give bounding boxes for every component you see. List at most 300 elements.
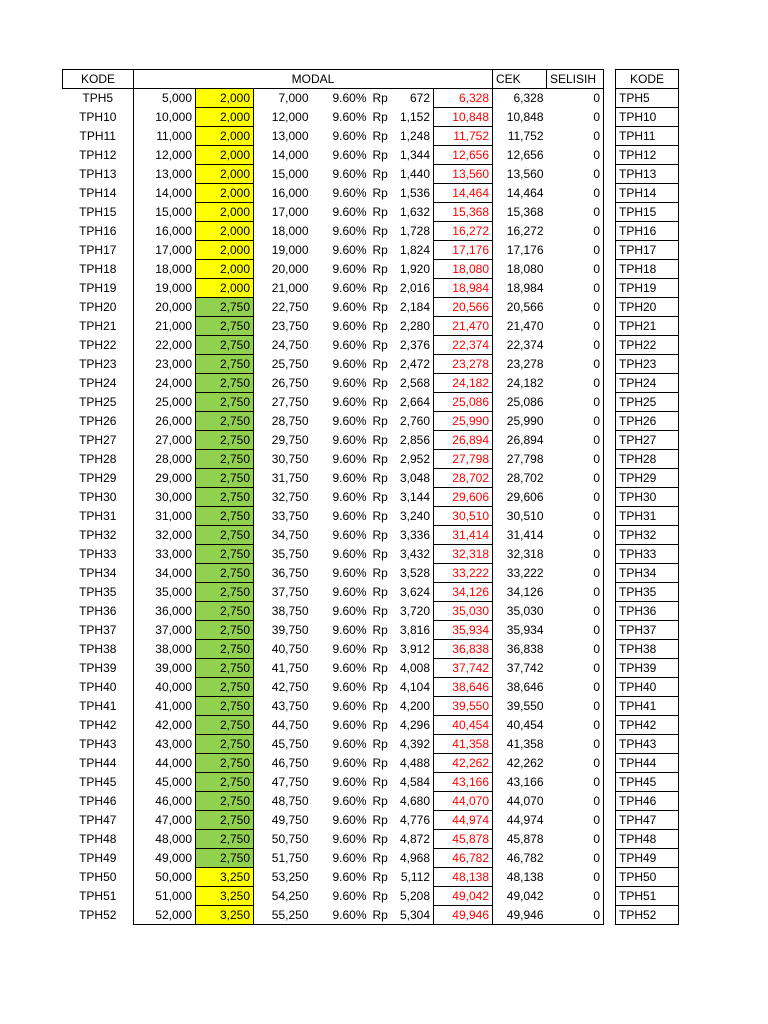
cell-deduction[interactable]: 3,240	[399, 509, 430, 523]
cell-gap[interactable]	[604, 374, 616, 393]
cell-deduction[interactable]: 4,392	[399, 737, 430, 751]
cell-gap[interactable]	[604, 127, 616, 146]
cell-total[interactable]: 40,750	[271, 642, 309, 656]
cell-net[interactable]: 25,990	[434, 412, 493, 431]
cell-kode[interactable]: TPH37	[79, 623, 117, 637]
cell-currency[interactable]: Rp	[372, 813, 388, 827]
cell-kode-right[interactable]: TPH23	[616, 355, 679, 374]
cell-cek[interactable]: 25,990	[493, 412, 547, 431]
cell-selisih[interactable]: 0	[547, 412, 604, 431]
cell-kode[interactable]: TPH11	[79, 129, 116, 143]
cell-fee[interactable]: 2,750	[196, 374, 254, 393]
cell-cek[interactable]: 43,166	[493, 773, 547, 792]
cell-gap[interactable]	[604, 317, 616, 336]
header-selisih[interactable]: SELISIH	[547, 70, 604, 89]
cell-gap[interactable]	[604, 165, 616, 184]
cell-amount[interactable]: 35,000	[134, 583, 196, 602]
cell-fee[interactable]: 3,250	[196, 887, 254, 906]
cell-percent[interactable]: 9.60%	[332, 224, 367, 238]
cell-fee[interactable]: 2,000	[196, 222, 254, 241]
cell-deduction[interactable]: 5,208	[399, 889, 430, 903]
cell-kode-right[interactable]: TPH25	[616, 393, 679, 412]
header-modal[interactable]: MODAL	[134, 70, 493, 89]
cell-amount[interactable]: 16,000	[134, 222, 196, 241]
cell-net[interactable]: 28,702	[434, 469, 493, 488]
cell-gap[interactable]	[604, 621, 616, 640]
cell-total[interactable]: 42,750	[271, 680, 309, 694]
cell-net[interactable]: 36,838	[434, 640, 493, 659]
cell-total[interactable]: 53,250	[271, 870, 309, 884]
cell-cek[interactable]: 29,606	[493, 488, 547, 507]
cell-kode-right[interactable]: TPH18	[616, 260, 679, 279]
cell-deduction[interactable]: 672	[409, 91, 430, 106]
cell-fee[interactable]: 2,000	[196, 260, 254, 279]
cell-amount[interactable]: 31,000	[134, 507, 196, 526]
cell-percent[interactable]: 9.60%	[332, 851, 367, 865]
cell-total[interactable]: 48,750	[271, 794, 309, 808]
cell-amount[interactable]: 36,000	[134, 602, 196, 621]
cell-fee[interactable]: 2,750	[196, 792, 254, 811]
cell-selisih[interactable]: 0	[547, 583, 604, 602]
cell-selisih[interactable]: 0	[547, 127, 604, 146]
cell-fee[interactable]: 2,750	[196, 393, 254, 412]
cell-amount[interactable]: 33,000	[134, 545, 196, 564]
cell-fee[interactable]: 2,750	[196, 849, 254, 868]
cell-percent[interactable]: 9.60%	[332, 490, 367, 504]
cell-gap[interactable]	[604, 906, 616, 925]
cell-kode-right[interactable]: TPH17	[616, 241, 679, 260]
cell-gap[interactable]	[604, 507, 616, 526]
cell-deduction[interactable]: 1,920	[399, 262, 430, 276]
cell-net[interactable]: 30,510	[434, 507, 493, 526]
cell-percent[interactable]: 9.60%	[332, 300, 367, 314]
cell-percent[interactable]: 9.60%	[332, 433, 367, 447]
cell-kode-right[interactable]: TPH33	[616, 545, 679, 564]
cell-fee[interactable]: 2,750	[196, 450, 254, 469]
cell-amount[interactable]: 45,000	[134, 773, 196, 792]
cell-fee[interactable]: 2,750	[196, 621, 254, 640]
cell-net[interactable]: 37,742	[434, 659, 493, 678]
cell-deduction[interactable]: 1,248	[399, 129, 430, 143]
cell-amount[interactable]: 30,000	[134, 488, 196, 507]
cell-percent[interactable]: 9.60%	[332, 129, 367, 143]
cell-net[interactable]: 23,278	[434, 355, 493, 374]
cell-fee[interactable]: 2,750	[196, 412, 254, 431]
cell-total[interactable]: 14,000	[271, 148, 309, 162]
cell-fee[interactable]: 2,000	[196, 108, 254, 127]
cell-gap[interactable]	[604, 830, 616, 849]
cell-currency[interactable]: Rp	[372, 243, 388, 257]
cell-fee[interactable]: 2,750	[196, 469, 254, 488]
cell-kode[interactable]: TPH43	[79, 737, 117, 751]
cell-total[interactable]: 51,750	[271, 851, 309, 865]
cell-amount[interactable]: 18,000	[134, 260, 196, 279]
cell-amount[interactable]: 11,000	[134, 127, 196, 146]
cell-fee[interactable]: 2,750	[196, 564, 254, 583]
cell-amount[interactable]: 22,000	[134, 336, 196, 355]
cell-amount[interactable]: 34,000	[134, 564, 196, 583]
cell-kode-right[interactable]: TPH21	[616, 317, 679, 336]
cell-percent[interactable]: 9.60%	[332, 566, 367, 580]
cell-percent[interactable]: 9.60%	[332, 186, 367, 200]
cell-deduction[interactable]: 1,728	[399, 224, 430, 238]
cell-amount[interactable]: 50,000	[134, 868, 196, 887]
cell-percent[interactable]: 9.60%	[332, 699, 367, 713]
cell-currency[interactable]: Rp	[372, 110, 388, 124]
cell-cek[interactable]: 44,070	[493, 792, 547, 811]
cell-cek[interactable]: 13,560	[493, 165, 547, 184]
cell-net[interactable]: 22,374	[434, 336, 493, 355]
cell-fee[interactable]: 2,750	[196, 355, 254, 374]
cell-cek[interactable]: 20,566	[493, 298, 547, 317]
cell-amount[interactable]: 17,000	[134, 241, 196, 260]
cell-cek[interactable]: 42,262	[493, 754, 547, 773]
cell-kode[interactable]: TPH49	[79, 851, 117, 865]
cell-net[interactable]: 42,262	[434, 754, 493, 773]
cell-net[interactable]: 35,030	[434, 602, 493, 621]
cell-cek[interactable]: 12,656	[493, 146, 547, 165]
cell-total[interactable]: 41,750	[271, 661, 309, 675]
cell-amount[interactable]: 15,000	[134, 203, 196, 222]
cell-net[interactable]: 14,464	[434, 184, 493, 203]
cell-kode[interactable]: TPH23	[79, 357, 117, 371]
cell-percent[interactable]: 9.60%	[332, 471, 367, 485]
cell-selisih[interactable]: 0	[547, 450, 604, 469]
cell-deduction[interactable]: 4,296	[399, 718, 430, 732]
cell-cek[interactable]: 15,368	[493, 203, 547, 222]
cell-total[interactable]: 34,750	[271, 528, 309, 542]
cell-fee[interactable]: 2,750	[196, 602, 254, 621]
cell-amount[interactable]: 51,000	[134, 887, 196, 906]
cell-cek[interactable]: 25,086	[493, 393, 547, 412]
cell-total[interactable]: 50,750	[271, 832, 309, 846]
cell-kode-right[interactable]: TPH34	[616, 564, 679, 583]
cell-net[interactable]: 31,414	[434, 526, 493, 545]
cell-selisih[interactable]: 0	[547, 374, 604, 393]
cell-total[interactable]: 43,750	[271, 699, 309, 713]
cell-amount[interactable]: 40,000	[134, 678, 196, 697]
cell-amount[interactable]: 13,000	[134, 165, 196, 184]
cell-kode[interactable]: TPH44	[79, 756, 117, 770]
cell-selisih[interactable]: 0	[547, 792, 604, 811]
cell-selisih[interactable]: 0	[547, 906, 604, 925]
cell-cek[interactable]: 35,030	[493, 602, 547, 621]
cell-kode[interactable]: TPH38	[79, 642, 117, 656]
cell-deduction[interactable]: 2,376	[399, 338, 430, 352]
cell-selisih[interactable]: 0	[547, 545, 604, 564]
cell-fee[interactable]: 2,750	[196, 678, 254, 697]
cell-gap[interactable]	[604, 659, 616, 678]
cell-currency[interactable]: Rp	[372, 737, 388, 751]
cell-total[interactable]: 38,750	[271, 604, 309, 618]
cell-net[interactable]: 49,946	[434, 906, 493, 925]
cell-deduction[interactable]: 4,776	[399, 813, 430, 827]
cell-selisih[interactable]: 0	[547, 146, 604, 165]
cell-cek[interactable]: 36,838	[493, 640, 547, 659]
cell-kode[interactable]: TPH41	[79, 699, 117, 713]
cell-selisih[interactable]: 0	[547, 697, 604, 716]
cell-gap[interactable]	[604, 678, 616, 697]
cell-total[interactable]: 37,750	[271, 585, 309, 599]
cell-gap[interactable]	[604, 564, 616, 583]
cell-total[interactable]: 33,750	[271, 509, 309, 523]
cell-kode-right[interactable]: TPH16	[616, 222, 679, 241]
cell-total[interactable]: 27,750	[271, 395, 309, 409]
cell-currency[interactable]: Rp	[372, 680, 388, 694]
cell-currency[interactable]: Rp	[372, 452, 388, 466]
cell-net[interactable]: 33,222	[434, 564, 493, 583]
cell-selisih[interactable]: 0	[547, 678, 604, 697]
cell-amount[interactable]: 27,000	[134, 431, 196, 450]
cell-fee[interactable]: 2,000	[196, 146, 254, 165]
cell-total[interactable]: 12,000	[271, 110, 309, 124]
cell-total[interactable]: 36,750	[271, 566, 309, 580]
cell-deduction[interactable]: 1,632	[399, 205, 430, 219]
cell-gap[interactable]	[604, 640, 616, 659]
cell-kode[interactable]: TPH50	[79, 870, 117, 884]
cell-cek[interactable]: 41,358	[493, 735, 547, 754]
cell-selisih[interactable]: 0	[547, 298, 604, 317]
cell-net[interactable]: 40,454	[434, 716, 493, 735]
cell-cek[interactable]: 34,126	[493, 583, 547, 602]
header-kode-right[interactable]: KODE	[616, 70, 679, 89]
cell-selisih[interactable]: 0	[547, 640, 604, 659]
cell-fee[interactable]: 2,750	[196, 298, 254, 317]
cell-currency[interactable]: Rp	[372, 528, 388, 542]
cell-fee[interactable]: 2,750	[196, 735, 254, 754]
cell-deduction[interactable]: 3,432	[399, 547, 430, 561]
cell-total[interactable]: 49,750	[271, 813, 309, 827]
cell-amount[interactable]: 41,000	[134, 697, 196, 716]
cell-cek[interactable]: 37,742	[493, 659, 547, 678]
cell-kode-right[interactable]: TPH20	[616, 298, 679, 317]
cell-cek[interactable]: 10,848	[493, 108, 547, 127]
cell-fee[interactable]: 2,750	[196, 773, 254, 792]
cell-gap[interactable]	[604, 393, 616, 412]
cell-net[interactable]: 18,080	[434, 260, 493, 279]
cell-fee[interactable]: 2,000	[196, 203, 254, 222]
cell-gap[interactable]	[604, 545, 616, 564]
cell-deduction[interactable]: 1,344	[399, 148, 430, 162]
cell-percent[interactable]: 9.60%	[332, 262, 367, 276]
cell-currency[interactable]: Rp	[372, 224, 388, 238]
cell-currency[interactable]: Rp	[370, 906, 392, 925]
cell-currency[interactable]: Rp	[372, 433, 388, 447]
cell-currency[interactable]: Rp	[372, 281, 388, 295]
cell-net[interactable]: 44,070	[434, 792, 493, 811]
header-cek[interactable]: CEK	[493, 70, 547, 89]
cell-currency[interactable]: Rp	[372, 490, 388, 504]
cell-kode[interactable]: TPH24	[79, 376, 117, 390]
cell-amount[interactable]: 21,000	[134, 317, 196, 336]
cell-kode[interactable]: TPH40	[79, 680, 117, 694]
cell-fee[interactable]: 2,750	[196, 488, 254, 507]
cell-gap[interactable]	[604, 868, 616, 887]
cell-currency[interactable]: Rp	[372, 756, 388, 770]
cell-kode[interactable]: TPH28	[79, 452, 117, 466]
cell-cek[interactable]: 39,550	[493, 697, 547, 716]
cell-deduction[interactable]: 2,856	[399, 433, 430, 447]
cell-net[interactable]: 20,566	[434, 298, 493, 317]
cell-deduction[interactable]: 2,184	[399, 300, 430, 314]
cell-cek[interactable]: 40,454	[493, 716, 547, 735]
cell-fee[interactable]: 2,000	[196, 165, 254, 184]
cell-deduction[interactable]: 4,104	[399, 680, 430, 694]
cell-kode[interactable]: TPH13	[79, 167, 117, 181]
cell-percent[interactable]: 9.60%	[332, 813, 367, 827]
cell-cek[interactable]: 44,974	[493, 811, 547, 830]
cell-amount[interactable]: 48,000	[134, 830, 196, 849]
cell-selisih[interactable]: 0	[547, 716, 604, 735]
cell-kode-right[interactable]: TPH44	[616, 754, 679, 773]
cell-gap[interactable]	[604, 887, 616, 906]
cell-kode-right[interactable]: TPH36	[616, 602, 679, 621]
cell-kode[interactable]: TPH51	[79, 889, 117, 903]
cell-selisih[interactable]: 0	[547, 355, 604, 374]
cell-currency[interactable]: Rp	[372, 642, 388, 656]
cell-net[interactable]: 39,550	[434, 697, 493, 716]
cell-gap[interactable]	[604, 355, 616, 374]
cell-percent[interactable]: 9.60%	[332, 585, 367, 599]
header-gap[interactable]	[604, 70, 616, 89]
cell-cek[interactable]: 45,878	[493, 830, 547, 849]
cell-net[interactable]: 13,560	[434, 165, 493, 184]
cell-amount[interactable]: 26,000	[134, 412, 196, 431]
cell-currency[interactable]: Rp	[372, 300, 388, 314]
cell-total[interactable]: 32,750	[271, 490, 309, 504]
cell-gap[interactable]	[604, 89, 616, 108]
cell-percent[interactable]: 9.60%	[332, 395, 367, 409]
cell-gap[interactable]	[604, 146, 616, 165]
cell-kode[interactable]: TPH20	[79, 300, 117, 314]
cell-fee[interactable]: 2,750	[196, 659, 254, 678]
cell-amount[interactable]: 24,000	[134, 374, 196, 393]
cell-net[interactable]: 6,328	[434, 89, 493, 108]
cell-currency[interactable]: Rp	[372, 832, 388, 846]
cell-cek[interactable]: 32,318	[493, 545, 547, 564]
cell-percent[interactable]: 9.60%	[332, 642, 367, 656]
cell-selisih[interactable]: 0	[547, 317, 604, 336]
cell-cek[interactable]: 27,798	[493, 450, 547, 469]
cell-amount[interactable]: 38,000	[134, 640, 196, 659]
cell-kode-right[interactable]: TPH39	[616, 659, 679, 678]
cell-selisih[interactable]: 0	[547, 336, 604, 355]
cell-kode[interactable]: TPH18	[79, 262, 117, 276]
cell-percent[interactable]: 9.60%	[332, 376, 367, 390]
cell-deduction[interactable]: 3,912	[399, 642, 430, 656]
cell-amount[interactable]: 12,000	[134, 146, 196, 165]
cell-total[interactable]: 23,750	[271, 319, 309, 333]
cell-amount[interactable]: 46,000	[134, 792, 196, 811]
cell-kode[interactable]: TPH21	[79, 319, 117, 333]
cell-kode-right[interactable]: TPH48	[616, 830, 679, 849]
cell-percent[interactable]: 9.60%	[332, 319, 367, 333]
cell-currency[interactable]: Rp	[372, 566, 388, 580]
cell-kode[interactable]: TPH22	[79, 338, 117, 352]
cell-net[interactable]: 32,318	[434, 545, 493, 564]
cell-net[interactable]: 21,470	[434, 317, 493, 336]
cell-kode[interactable]: TPH30	[79, 490, 117, 504]
cell-total[interactable]: 29,750	[271, 433, 309, 447]
cell-amount[interactable]: 43,000	[134, 735, 196, 754]
cell-kode[interactable]: TPH52	[79, 908, 117, 922]
cell-net[interactable]: 41,358	[434, 735, 493, 754]
cell-kode-right[interactable]: TPH14	[616, 184, 679, 203]
cell-total[interactable]: 47,750	[271, 775, 309, 789]
cell-deduction[interactable]: 1,824	[399, 243, 430, 257]
cell-deduction[interactable]: 2,664	[399, 395, 430, 409]
cell-net[interactable]: 18,984	[434, 279, 493, 298]
cell-deduction[interactable]: 4,488	[399, 756, 430, 770]
cell-gap[interactable]	[604, 792, 616, 811]
cell-amount[interactable]: 10,000	[134, 108, 196, 127]
cell-currency[interactable]: Rp	[372, 604, 388, 618]
cell-selisih[interactable]: 0	[547, 621, 604, 640]
cell-cek[interactable]: 6,328	[493, 89, 547, 108]
cell-total[interactable]: 35,750	[271, 547, 309, 561]
cell-total[interactable]: 39,750	[271, 623, 309, 637]
cell-fee[interactable]: 3,250	[196, 906, 254, 925]
cell-total[interactable]: 21,000	[271, 281, 309, 295]
cell-total[interactable]: 19,000	[271, 243, 309, 257]
cell-amount[interactable]: 49,000	[134, 849, 196, 868]
cell-net[interactable]: 10,848	[434, 108, 493, 127]
cell-cek[interactable]: 28,702	[493, 469, 547, 488]
cell-fee[interactable]: 2,750	[196, 640, 254, 659]
cell-fee[interactable]: 2,750	[196, 526, 254, 545]
cell-amount[interactable]: 52,000	[134, 906, 196, 925]
cell-deduction[interactable]: 3,144	[399, 490, 430, 504]
cell-currency[interactable]: Rp	[372, 376, 388, 390]
cell-currency[interactable]: Rp	[372, 585, 388, 599]
cell-fee[interactable]: 2,000	[196, 279, 254, 298]
cell-cek[interactable]: 46,782	[493, 849, 547, 868]
cell-kode-right[interactable]: TPH41	[616, 697, 679, 716]
cell-net[interactable]: 34,126	[434, 583, 493, 602]
cell-deduction[interactable]: 2,472	[399, 357, 430, 371]
cell-cek[interactable]: 22,374	[493, 336, 547, 355]
cell-deduction[interactable]: 2,568	[399, 376, 430, 390]
cell-fee[interactable]: 2,750	[196, 583, 254, 602]
cell-deduction[interactable]: 3,336	[399, 528, 430, 542]
cell-kode-right[interactable]: TPH13	[616, 165, 679, 184]
cell-cek[interactable]: 38,646	[493, 678, 547, 697]
cell-gap[interactable]	[604, 108, 616, 127]
cell-fee[interactable]: 2,000	[196, 127, 254, 146]
cell-selisih[interactable]: 0	[547, 203, 604, 222]
cell-kode-right[interactable]: TPH15	[616, 203, 679, 222]
cell-kode[interactable]: TPH33	[79, 547, 117, 561]
cell-percent[interactable]: 9.60%	[332, 661, 367, 675]
cell-fee[interactable]: 2,750	[196, 830, 254, 849]
cell-kode[interactable]: TPH36	[79, 604, 117, 618]
cell-amount[interactable]: 29,000	[134, 469, 196, 488]
cell-fee[interactable]: 2,750	[196, 431, 254, 450]
cell-gap[interactable]	[604, 279, 616, 298]
cell-cek[interactable]: 18,080	[493, 260, 547, 279]
cell-cek[interactable]: 35,934	[493, 621, 547, 640]
cell-currency[interactable]: Rp	[372, 262, 388, 276]
cell-deduction[interactable]: 5,112	[400, 870, 430, 884]
cell-total[interactable]: 44,750	[271, 718, 309, 732]
cell-total[interactable]: 15,000	[271, 167, 309, 181]
cell-kode[interactable]: TPH14	[79, 186, 117, 200]
cell-net[interactable]: 45,878	[434, 830, 493, 849]
cell-selisih[interactable]: 0	[547, 868, 604, 887]
cell-percent[interactable]: 9.60%	[332, 870, 367, 884]
cell-currency[interactable]: Rp	[372, 91, 388, 106]
cell-percent[interactable]: 9.60%	[332, 91, 367, 106]
